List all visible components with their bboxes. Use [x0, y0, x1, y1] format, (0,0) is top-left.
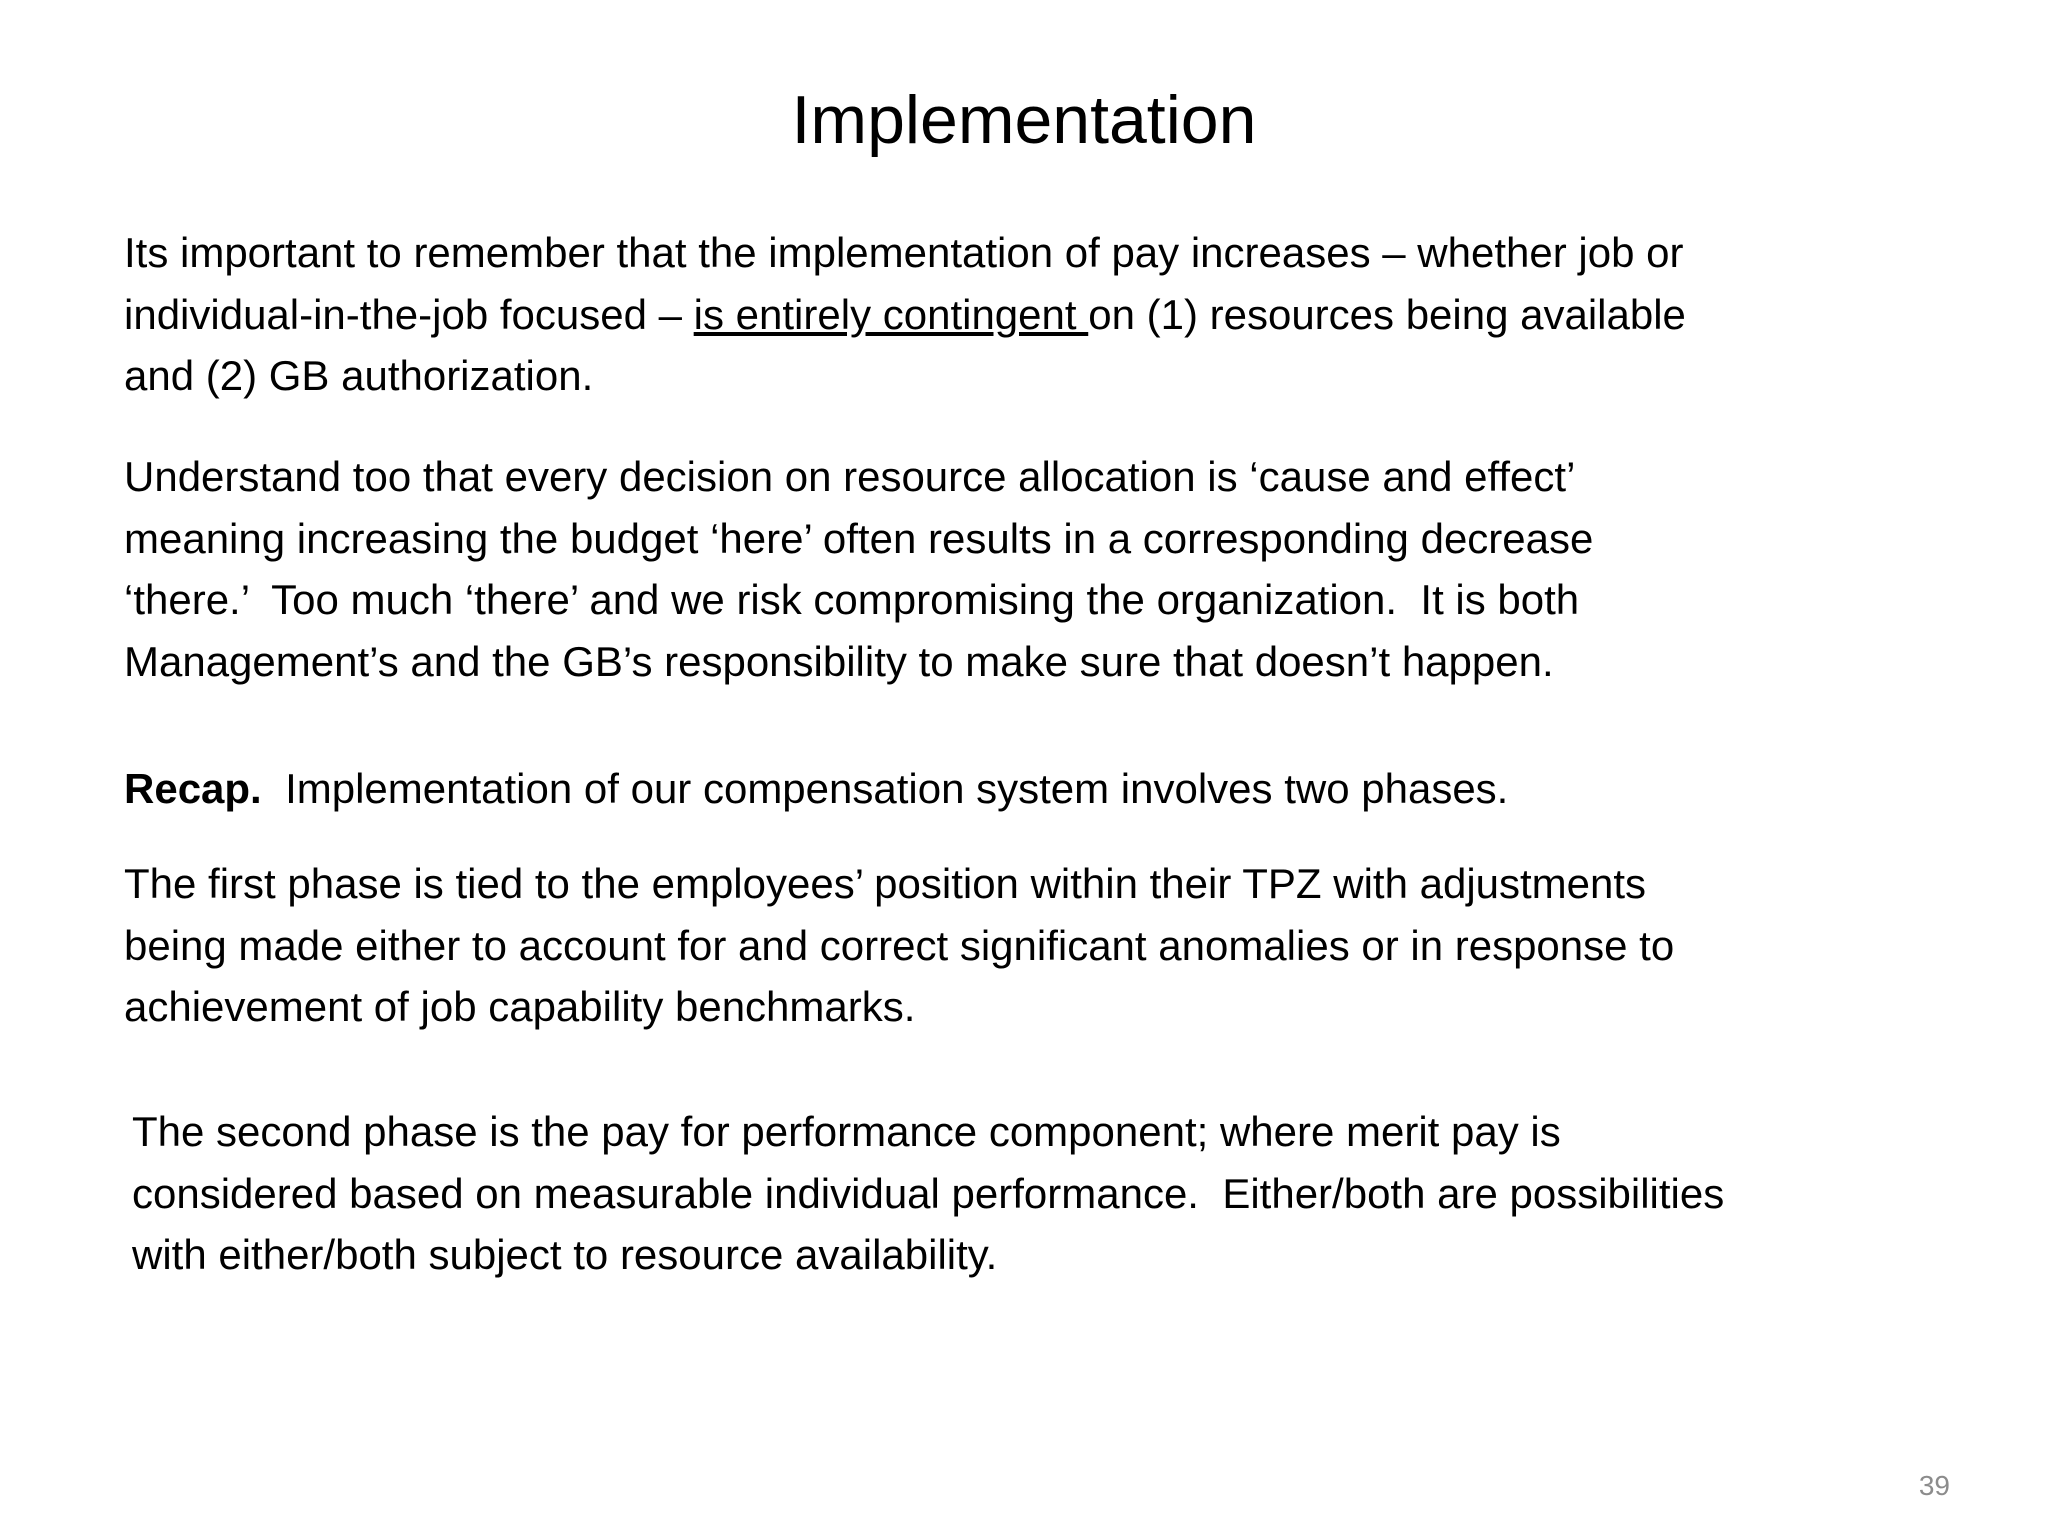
page-number: 39: [1918, 1470, 1950, 1501]
text-segment: individual-in-the-job focused –: [124, 290, 694, 338]
text-line: Management’s and the GB’s responsibility to make sure that doesn’t happen.: [124, 637, 1554, 685]
text-line: and (2) GB authorization.: [124, 352, 594, 399]
text-line: with either/both subject to resource availability.: [132, 1231, 998, 1278]
text-segment: on (1) resources being available: [1088, 290, 1686, 338]
paragraph-recap: [124, 758, 1954, 820]
text-line: meaning increasing the budget ‘here’ often results in a corresponding decrease: [124, 514, 1594, 562]
text-line: considered based on measurable individual performance. Either/both are possibilities: [132, 1169, 1725, 1217]
paragraph-contingency: [124, 222, 1954, 407]
text-line: Its important to remember that the implementation of pay increases – whether job or: [124, 229, 1684, 276]
text-line: [124, 758, 1954, 820]
text-line: The first phase is tied to the employees’ position within their TPZ with adjustments: [124, 860, 1647, 907]
text-line: The second phase is the pay for performance component; where merit pay is: [132, 1108, 1561, 1155]
text-line: Understand too that every decision on resource allocation is ‘cause and effect’: [124, 453, 1576, 500]
text-line: achievement of job capability benchmarks.: [124, 983, 916, 1030]
text-line: being made either to account for and correct significant anomalies or in response to: [124, 921, 1675, 969]
slide-title: Implementation: [791, 82, 1257, 158]
text-segment: Implementation of our compensation system involves two phases.: [261, 765, 1509, 812]
text-line: [124, 284, 1954, 346]
underlined-text: is entirely contingent: [693, 290, 1089, 338]
paragraph-cause-effect: [124, 446, 1954, 692]
paragraph-second-phase: [132, 1101, 1962, 1286]
recap-label: Recap.: [124, 765, 262, 812]
text-line: ‘there.’ Too much ‘there’ and we risk compromising the organization. It is both: [124, 576, 1580, 623]
paragraph-first-phase: [124, 853, 1954, 1038]
